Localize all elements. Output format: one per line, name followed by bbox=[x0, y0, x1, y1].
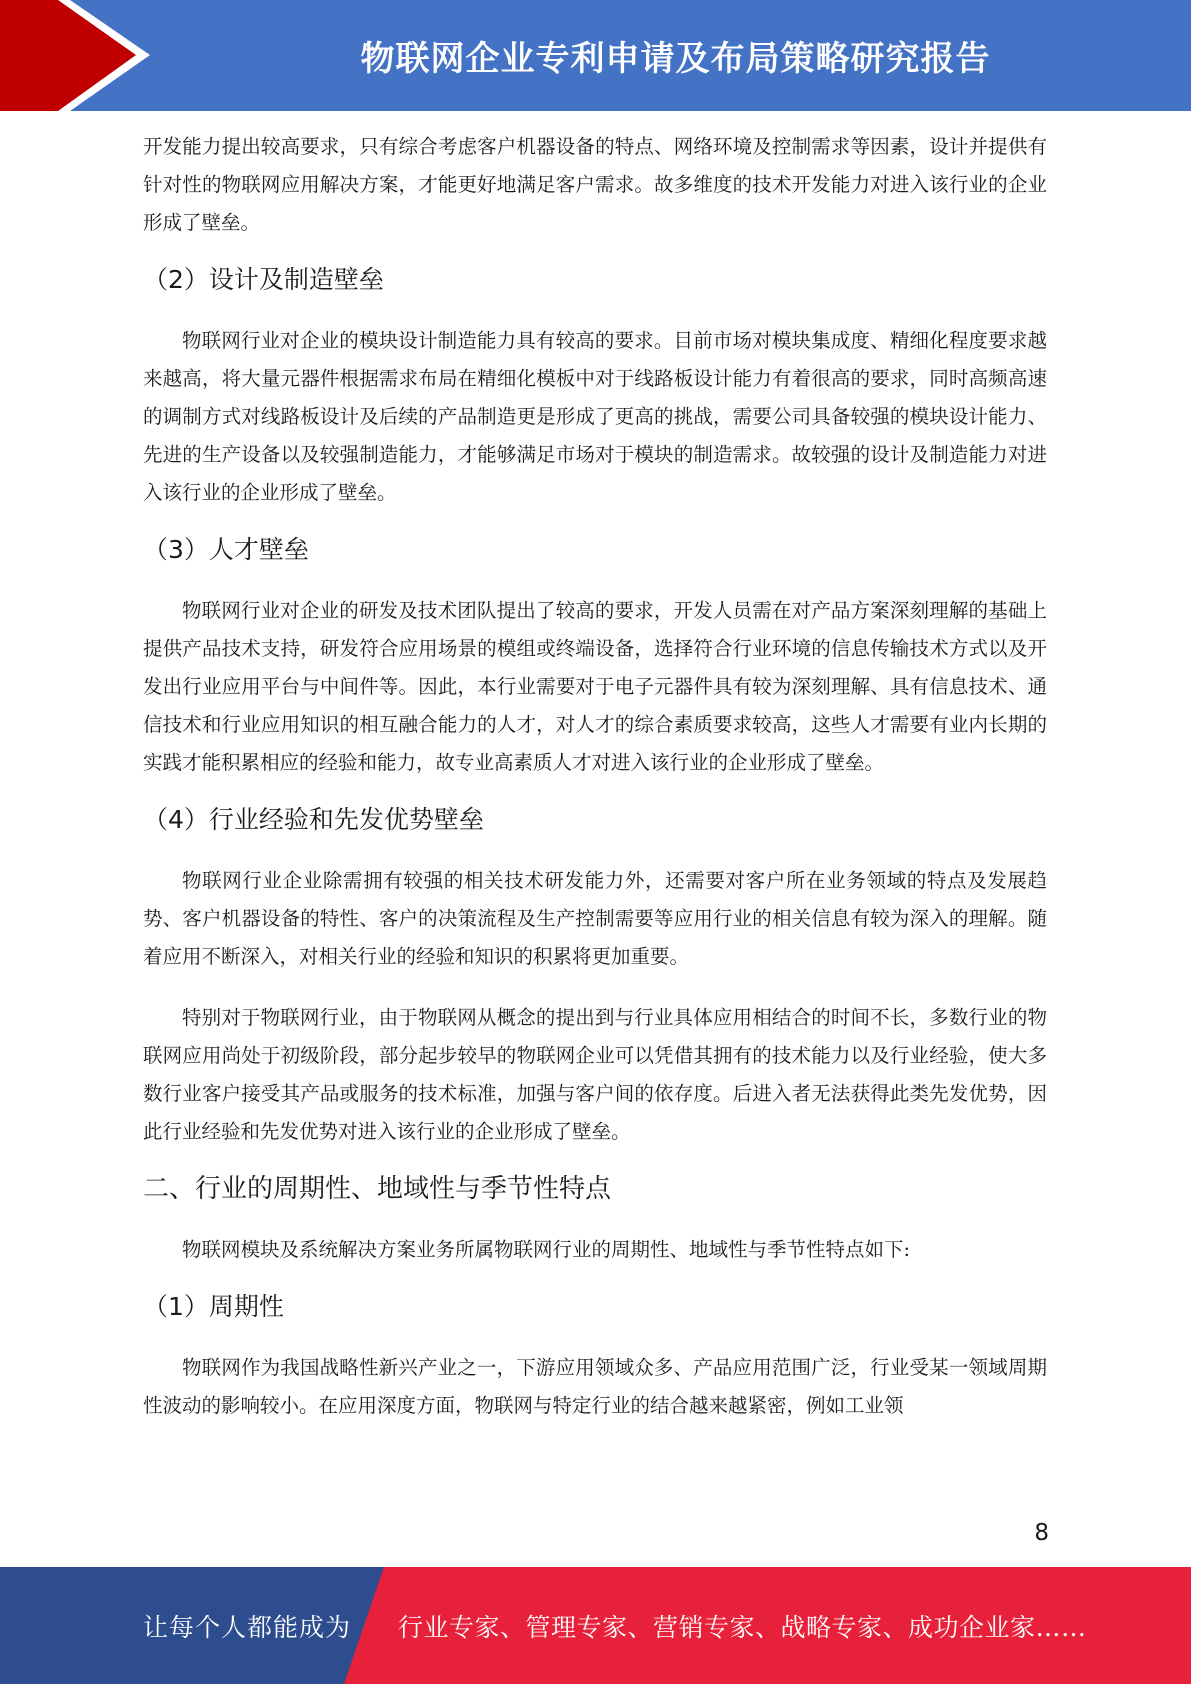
paragraph-intro: 开发能力提出较高要求，只有综合考虑客户机器设备的特点、网络环境及控制需求等因素，设计并提供有针对性的物联网应用解决方案，才能更好地满足客户需求。故多维度的技术开发能力对进入该行业的企业形成了壁垒。 bbox=[143, 135, 1047, 234]
section-heading-cyclicality: 二、行业的周期性、地域性与季节性特点 bbox=[143, 1174, 612, 1204]
page-number: 8 bbox=[1034, 1520, 1049, 1546]
heading-design-manufacturing-barrier: （2）设计及制造壁垒 bbox=[143, 265, 384, 294]
heading-cyclicality: （1）周期性 bbox=[143, 1292, 284, 1321]
heading-experience-first-mover-barrier: （4）行业经验和先发优势壁垒 bbox=[143, 805, 484, 834]
footer-slogan-left: 让每个人都能成为 bbox=[143, 1612, 352, 1642]
page-header bbox=[0, 0, 1191, 111]
page-footer bbox=[0, 1567, 1191, 1684]
paragraph-experience-a: 物联网行业企业除需拥有较强的相关技术研发能力外，还需要对客户所在业务领域的特点及发展趋势、客户机器设备的特性、客户的决策流程及生产控制需要等应用行业的相关信息有较为深入的理解。随着应用不断深入，对相关行业的经验和知识的积累将更加重要。 bbox=[143, 869, 1047, 968]
paragraph-talent: 物联网行业对企业的研发及技术团队提出了较高的要求，开发人员需在对产品方案深刻理解的基础上提供产品技术支持，研发符合应用场景的模组或终端设备，选择符合行业环境的信息传输技术方式以及开发出行业应用平台与中间件等。因此，本行业需要对于电子元器件具有较为深刻理解、具有信息技术、通信技术和行业应用知识的相互融合能力的人才，对人才的综合素质要求较高，这些人才需要有业内长期的实践才能积累相应的经验和能力，故专业高素质人才对进入该行业的企业形成了壁垒。 bbox=[143, 599, 1047, 774]
paragraph-section-intro: 物联网模块及系统解决方案业务所属物联网行业的周期性、地域性与季节性特点如下: bbox=[182, 1238, 911, 1261]
report-title: 物联网企业专利申请及布局策略研究报告 bbox=[360, 39, 991, 79]
footer-slogan-right: 行业专家、管理专家、营销专家、战略专家、成功企业家…… bbox=[398, 1612, 1087, 1642]
paragraph-cyclicality: 物联网作为我国战略性新兴产业之一，下游应用领域众多、产品应用范围广泛，行业受某一领域周期性波动的影响较小。在应用深度方面，物联网与特定行业的结合越来越紧密，例如工业领 bbox=[143, 1356, 1047, 1417]
document-body bbox=[143, 128, 1047, 1425]
paragraph-experience-b: 特别对于物联网行业，由于物联网从概念的提出到与行业具体应用相结合的时间不长，多数行业的物联网应用尚处于初级阶段，部分起步较早的物联网企业可以凭借其拥有的技术能力以及行业经验，使大多数行业客户接受其产品或服务的技术标准，加强与客户间的依存度。后进入者无法获得此类先发优势，因此行业经验和先发优势对进入该行业的企业形成了壁垒。 bbox=[143, 1006, 1047, 1143]
paragraph-design-manufacturing: 物联网行业对企业的模块设计制造能力具有较高的要求。目前市场对模块集成度、精细化程度要求越来越高，将大量元器件根据需求布局在精细化模板中对于线路板设计能力有着很高的要求，同时高频高速的调制方式对线路板设计及后续的产品制造更是形成了更高的挑战，需要公司具备较强的模块设计能力、先进的生产设备以及较强制造能力，才能够满足市场对于模块的制造需求。故较强的设计及制造能力对进入该行业的企业形成了壁垒。 bbox=[143, 329, 1047, 504]
heading-talent-barrier: （3）人才壁垒 bbox=[143, 535, 309, 564]
